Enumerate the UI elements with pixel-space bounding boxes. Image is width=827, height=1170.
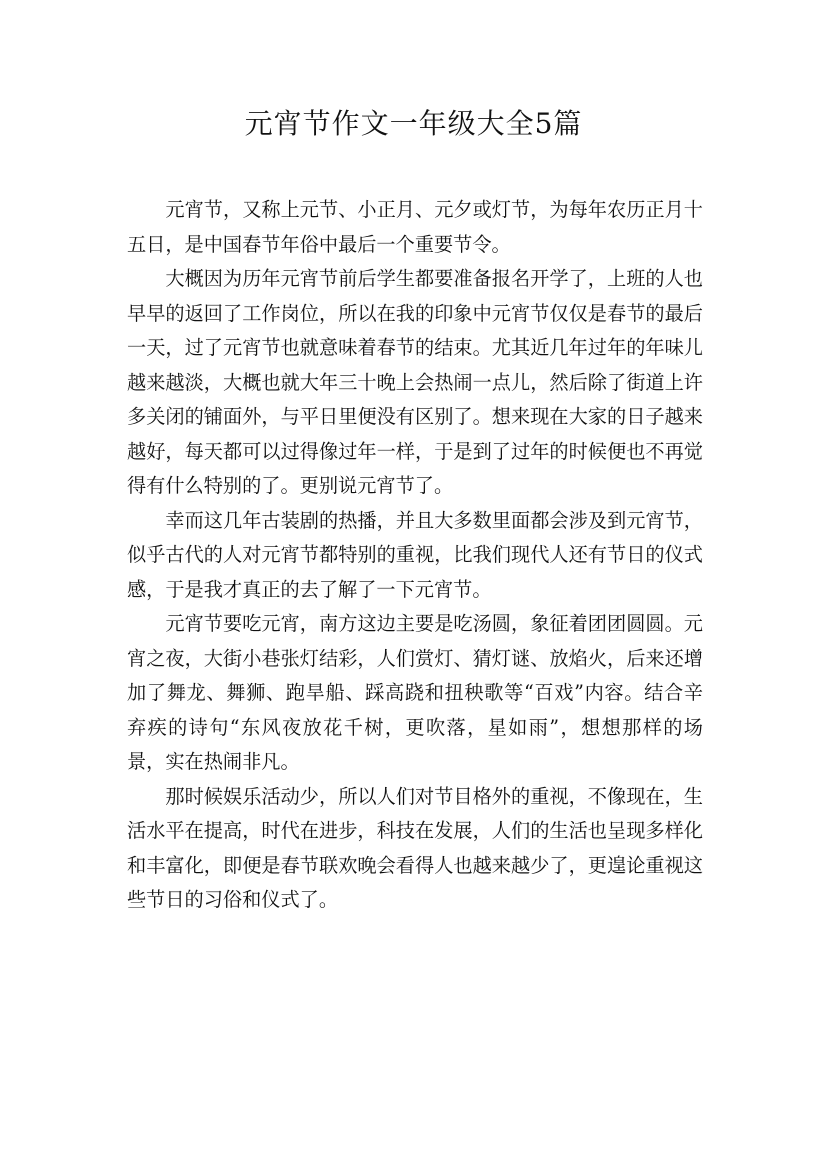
document-title: 元宵节作文一年级大全5篇 <box>244 107 583 140</box>
paragraph: 幸而这几年古装剧的热播，并且大多数里面都会涉及到元宵节，似乎古代的人对元宵节都特别的重视，比我们现代人还有节日的仪式感，于是我才真正的去了解了一下元宵节。 <box>127 508 703 601</box>
paragraph: 那时候娱乐活动少，所以人们对节目格外的重视，不像现在，生活水平在提高，时代在进步，科技在发展，人们的生活也呈现多样化和丰富化，即便是春节联欢晚会看得人也越来越少了，更遑论重视这些节日的习俗和仪式了。 <box>127 784 703 911</box>
paragraph: 元宵节，又称上元节、小正月、元夕或灯节，为每年农历正月十五日，是中国春节年俗中最后一个重要节令。 <box>127 198 703 256</box>
paragraph: 大概因为历年元宵节前后学生都要准备报名开学了，上班的人也早早的返回了工作岗位，所以在我的印象中元宵节仅仅是春节的最后一天，过了元宵节也就意味着春节的结束。尤其近几年过年的年味儿越来越淡，大概也就大年三十晚上会热闹一点儿，然后除了街道上许多关闭的铺面外，与平日里便没有区别了。想来现在大家的日子越来越好，每天都可以过得像过年一样，于是到了过年的时候便也不再觉得有什么特别的了。更别说元宵节了。 <box>127 267 703 497</box>
document-body <box>127 193 703 918</box>
paragraph: 元宵节要吃元宵，南方这边主要是吃汤圆，象征着团团圆圆。元宵之夜，大街小巷张灯结彩，人们赏灯、猜灯谜、放焰火，后来还增加了舞龙、舞狮、跑旱船、踩高跷和扭秧歌等“百戏”内容。结合辛弃疾的诗句“东风夜放花千树，更吹落，星如雨”，想想那样的场景，实在热闹非凡。 <box>127 612 703 773</box>
